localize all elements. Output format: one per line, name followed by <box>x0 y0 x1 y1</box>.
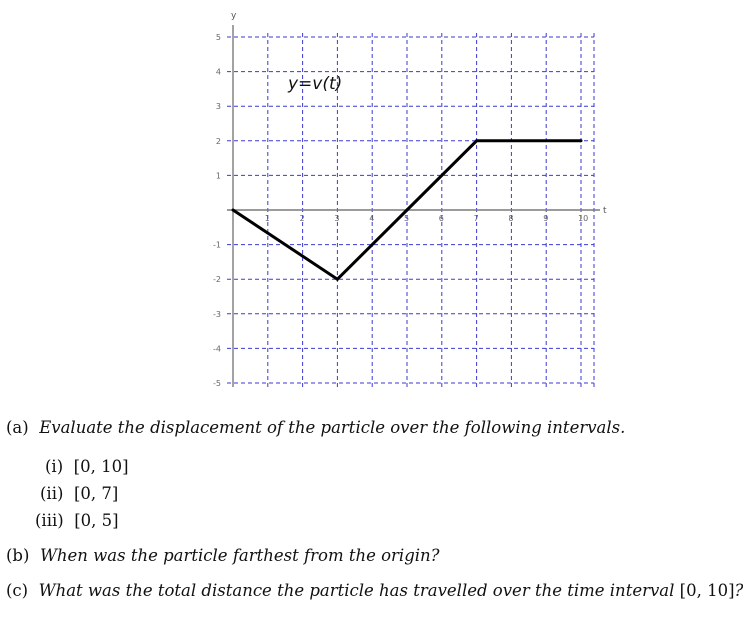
question-c-interval: [0, 10] <box>679 581 735 600</box>
curve-label: y=v(t) <box>288 74 343 94</box>
question-c-label: (c) <box>6 581 29 600</box>
y-tick-label: 5 <box>215 33 221 42</box>
question-c-text: What was the total distance the particle has travelled over the time interval <box>38 581 675 600</box>
question-a-item-1 <box>45 457 129 476</box>
series-point <box>580 139 583 142</box>
item-number: (i) <box>45 457 64 476</box>
question-a-item-3 <box>35 511 119 530</box>
x-tick-label: 1 <box>264 214 270 223</box>
chart-axes <box>227 25 600 387</box>
y-tick-label: 4 <box>215 67 221 77</box>
series-point <box>336 278 339 281</box>
y-tick-label: -4 <box>213 344 221 354</box>
series-point <box>232 209 235 212</box>
x-axis-label: t <box>603 206 607 216</box>
series-point <box>406 209 409 212</box>
question-c-end: ? <box>734 581 743 600</box>
x-tick-label: 8 <box>508 214 514 223</box>
y-tick-label: -1 <box>213 240 221 250</box>
question-b-text: When was the particle farthest from the origin? <box>39 546 440 565</box>
question-a <box>6 418 625 437</box>
question-b-label: (b) <box>6 546 30 565</box>
y-axis-label: y <box>231 11 237 21</box>
item-interval: [0, 10] <box>73 457 129 476</box>
x-tick-label: 7 <box>473 214 479 223</box>
item-number: (ii) <box>40 484 64 503</box>
question-a-text: Evaluate the displacement of the particle over the following intervals. <box>39 418 626 437</box>
y-tick-label: -2 <box>213 275 221 285</box>
y-tick-label: 3 <box>215 102 221 112</box>
question-a-item-2 <box>40 484 118 503</box>
x-tick-label: 6 <box>438 214 444 223</box>
x-tick-label: 2 <box>299 214 305 223</box>
item-interval: [0, 7] <box>73 484 119 503</box>
y-tick-label: -5 <box>213 379 221 388</box>
question-a-label: (a) <box>6 418 29 437</box>
item-number: (iii) <box>35 511 64 530</box>
x-tick-label: 4 <box>369 214 375 223</box>
question-c <box>6 581 743 600</box>
series-point <box>475 139 478 142</box>
item-interval: [0, 5] <box>74 511 119 530</box>
x-tick-label: 10 <box>578 214 589 223</box>
y-tick-label: 2 <box>215 136 221 146</box>
x-tick-label: 3 <box>334 214 340 223</box>
x-tick-label: 5 <box>404 214 410 223</box>
y-tick-label: -3 <box>213 309 221 319</box>
question-b <box>6 546 440 565</box>
x-tick-label: 9 <box>543 214 549 223</box>
y-tick-label: 1 <box>215 171 221 181</box>
